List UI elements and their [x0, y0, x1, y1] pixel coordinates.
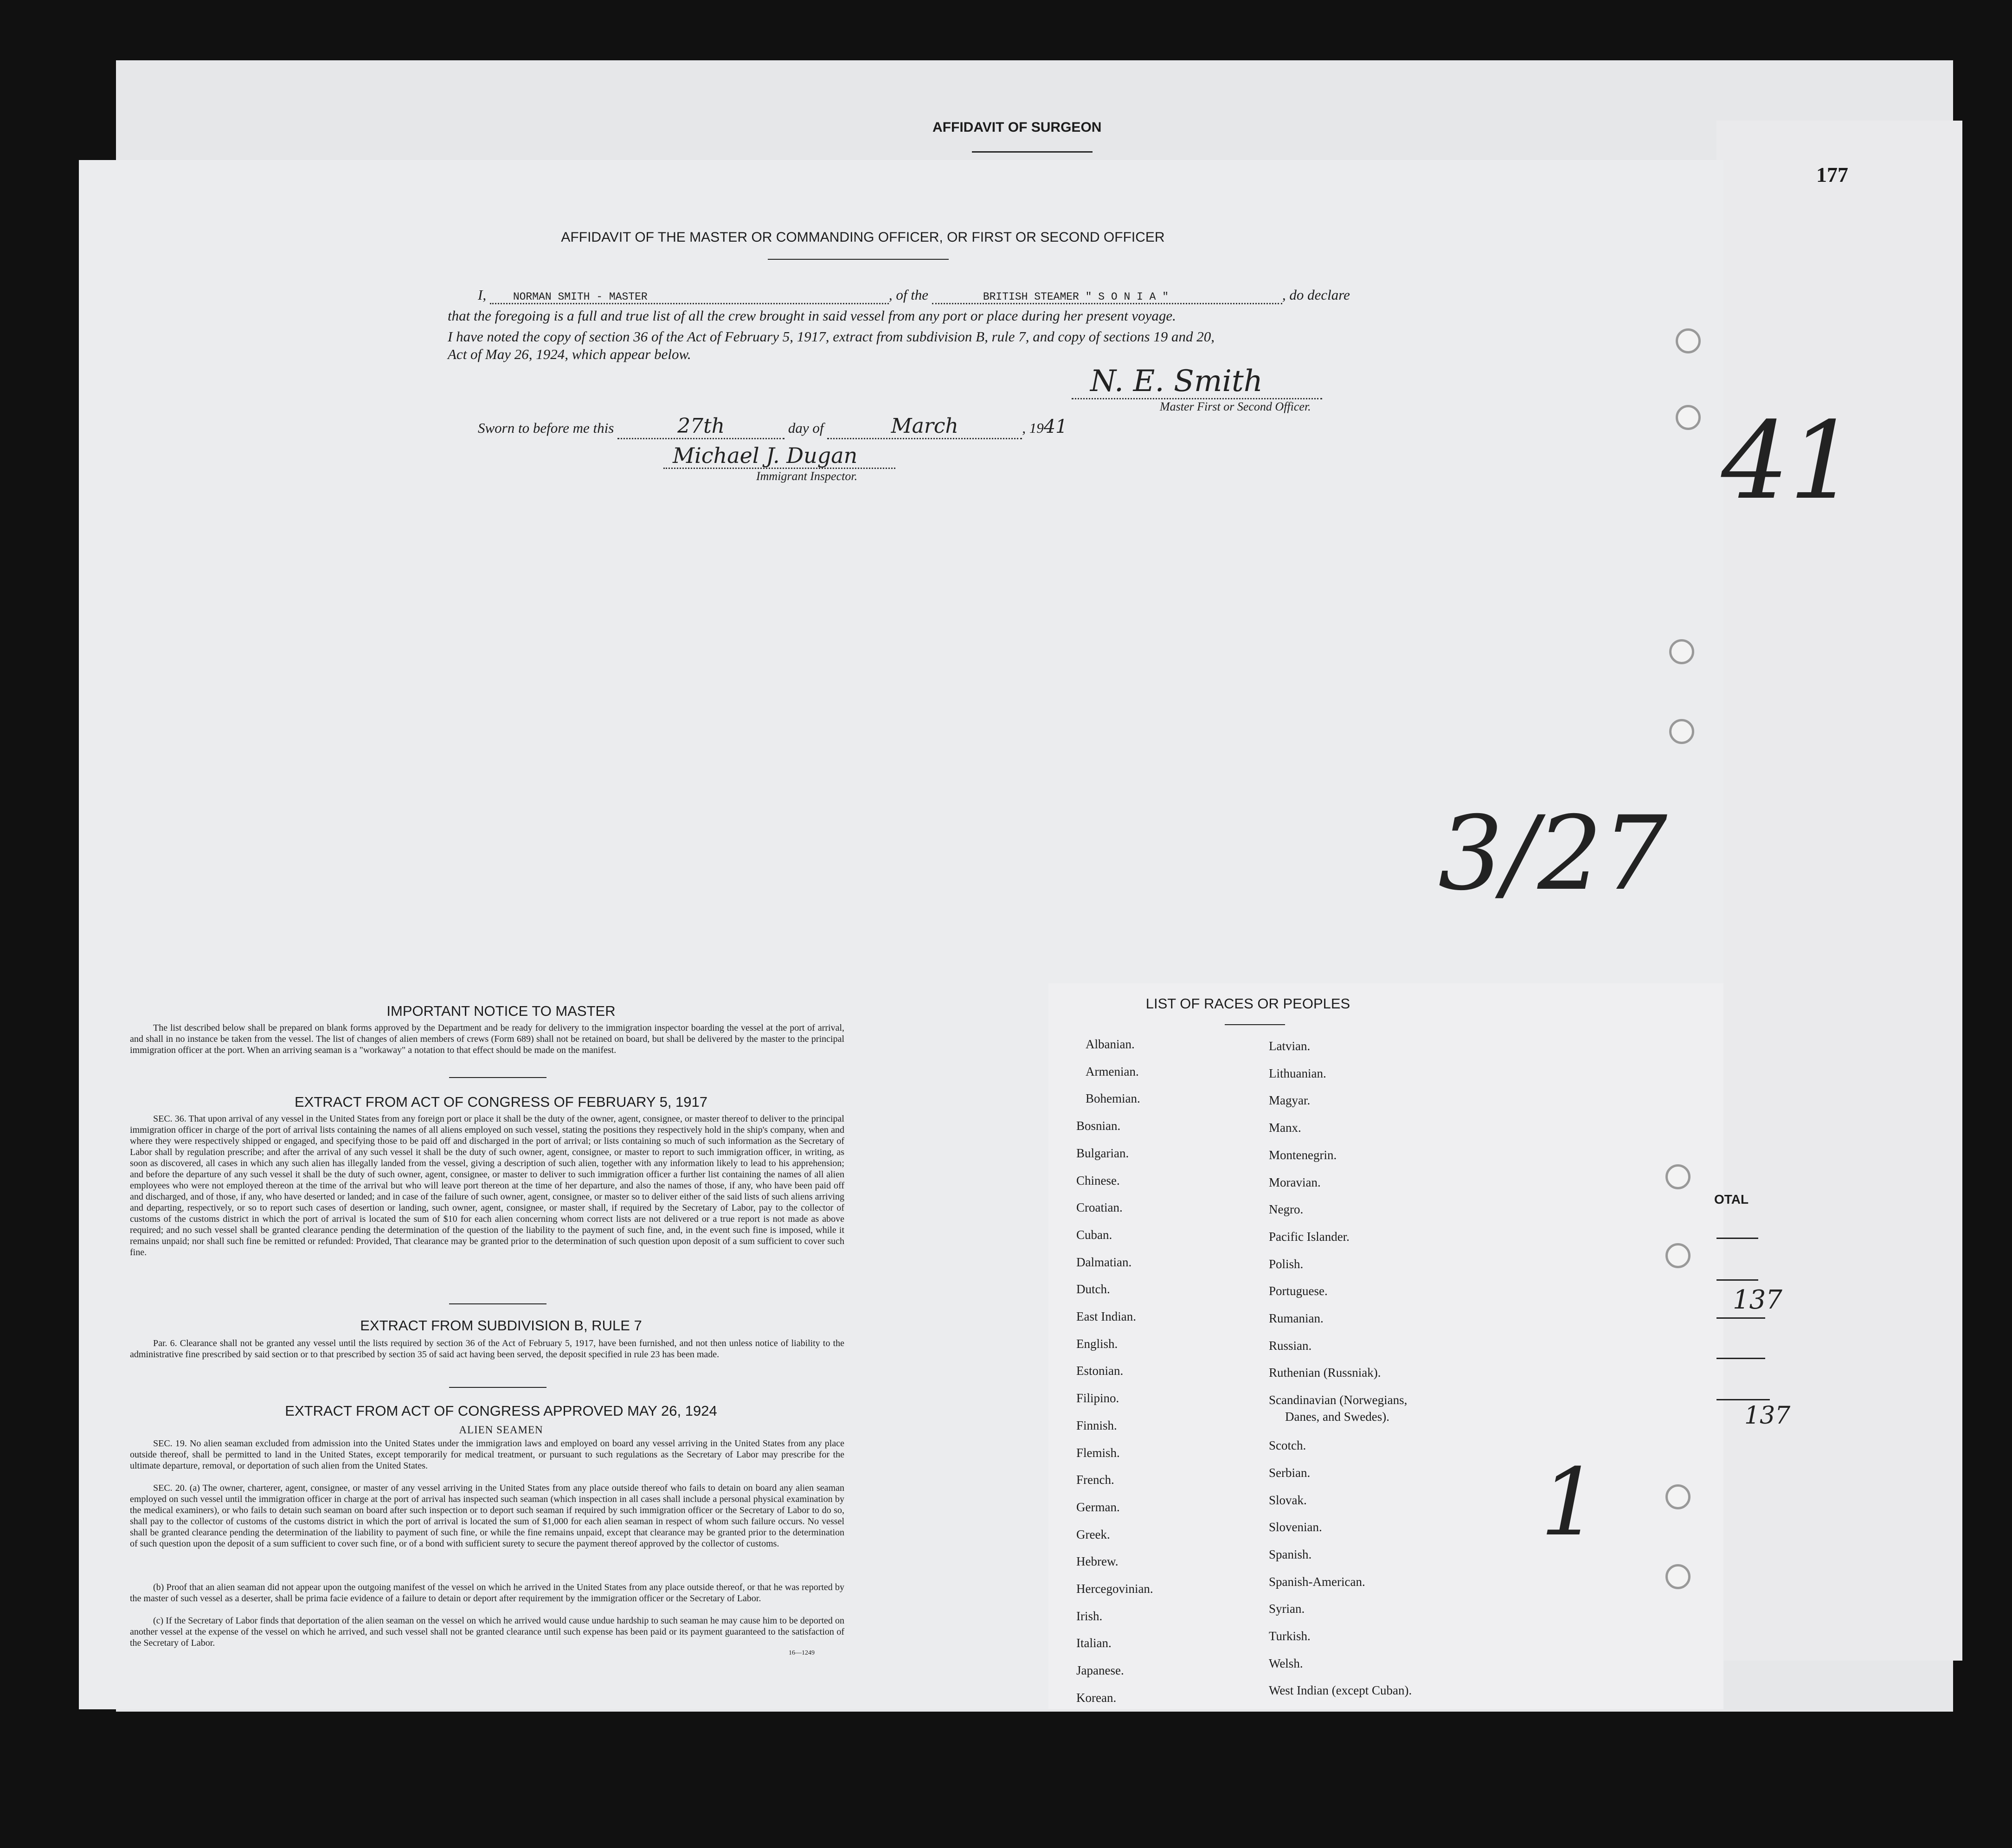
binder-hole — [1676, 405, 1701, 430]
race-item: German. — [1076, 1500, 1120, 1514]
race-item: Dutch. — [1076, 1282, 1110, 1296]
master-name: NORMAN SMITH - MASTER — [490, 291, 889, 304]
notice-title: IMPORTANT NOTICE TO MASTER — [386, 1003, 616, 1019]
inspector-caption: Immigrant Inspector. — [756, 469, 858, 483]
race-item: Turkish. — [1269, 1629, 1311, 1643]
extract-1917-title: EXTRACT FROM ACT OF CONGRESS OF FEBRUARY 5, 1917 — [294, 1094, 708, 1110]
race-item: Scandinavian (Norwegians, — [1269, 1393, 1408, 1407]
sec20b-body: (b) Proof that an alien seaman did not appear upon the outgoing manifest of the vessel on which he arrived in the United States from any place outside thereof, or that he was reported by the master of such vessel as a deserter, shall be prima facie evidence of a failure to detain or deport after requirement by the immigration officer or the Secretary of Labor. — [130, 1582, 844, 1604]
race-item: Syrian. — [1269, 1602, 1305, 1616]
race-item: Croatian. — [1076, 1200, 1123, 1215]
race-item: Montenegrin. — [1269, 1148, 1337, 1162]
total-rule — [1716, 1238, 1758, 1239]
race-item: Manx. — [1269, 1121, 1301, 1135]
extract-1924-subtitle: ALIEN SEAMEN — [459, 1424, 543, 1436]
binder-hole — [1669, 639, 1694, 664]
sec19-body: SEC. 19. No alien seaman excluded from admission into the United States under the immigration laws and employed on board any vessel arriving in the United States from any place outside thereof, shall be permitted to land in the United States, except temporarily for medical treatment, or pursuant to such regulations as the Secretary of Labor may prescribe for the ultimate departure, removal, or deportation of such alien from the United States. — [130, 1438, 844, 1471]
affidavit-line3: I have noted the copy of section 36 of the Act of February 5, 1917, extract from subdivision B, rule 7, and copy of sections 19 and 20, — [448, 328, 1215, 345]
race-item: French. — [1076, 1473, 1114, 1487]
race-item: Hercegovinian. — [1076, 1582, 1153, 1596]
race-item: Ruthenian (Russniak). — [1269, 1366, 1381, 1380]
binder-hole — [1676, 328, 1701, 353]
race-item: Magyar. — [1269, 1093, 1311, 1108]
extract-1917-body: SEC. 36. That upon arrival of any vessel in the United States from any foreign port or place it shall be the duty of the owner, agent, consignee, or master thereof to deliver to the principal immigration officer in charge of the port of arrival lists containing the names of all aliens employed on such vessel, stating the positions they respectively hold in the ship's company, when and where they were respectively shipped or engaged, and specifying those to be paid off and discharged in the port of arrival; or lists containing so much of such information as the Secretary of Labor shall by regulation prescribe; and after the arrival of any such vessel it shall be the duty of such owner, agent, consignee, or master to report to such immigration officer, in writing, as soon as discovered, all cases in which any such alien has illegally landed from the vessel, giving a description of such alien, together with any information likely to lead to his apprehension; and before the departure of any such vessel it shall be the duty of such owner, agent, consignee, or master to deliver to such immigration officer a further list containing the names of all alien employees who were not employed thereon at the time of the arrival but who will leave port thereon at the time of her departure, and also the names of those, if any, who have been paid off and discharged, and of those, if any, who have deserted or landed; and in case of the failure of such owner, agent, consignee, or master so to deliver either of the said lists of such aliens arriving and departing, respectively, or so to report such cases of desertion or landing, such owner, agent, consignee, or master shall, if required by the Secretary of Labor, pay to the collector of customs of the customs district in which the port of arrival is located the sum of $10 for each alien concerning whom correct lists are not delivered or a true report is not made as above required; and no such vessel shall be granted clearance pending the determination of the question of the liability to the payment of such fine, and, in the event such fine is imposed, while it remains unpaid; nor shall such fine be remitted or refunded: Provided, That clearance may be granted prior to the determination of such question upon deposit of a sum sufficient to cover such fine. — [130, 1114, 844, 1258]
binder-hole — [1665, 1164, 1691, 1189]
extract-1917-rule — [449, 1303, 546, 1304]
affidavit-line2: that the foregoing is a full and true list of all the crew brought in said vessel from any port or place during her present voyage. — [448, 308, 1176, 324]
affidavit-title-rule — [768, 259, 949, 260]
race-item: Filipino. — [1076, 1391, 1119, 1405]
race-item: Cuban. — [1076, 1227, 1112, 1242]
total-rule — [1716, 1279, 1758, 1281]
handwritten-tally: 41 — [1721, 399, 1857, 523]
race-item: East Indian. — [1076, 1309, 1136, 1323]
race-item: Armenian. — [1086, 1064, 1139, 1078]
sworn-prefix: Sworn to before me this — [478, 420, 614, 436]
race-item: English. — [1076, 1336, 1118, 1351]
races-rule — [1225, 1024, 1285, 1025]
total-rule — [1716, 1358, 1765, 1359]
total-value-2: 137 — [1744, 1402, 1791, 1430]
race-item: Spanish. — [1269, 1547, 1312, 1561]
notice-rule — [449, 1077, 546, 1078]
races-panel — [1048, 983, 1723, 1709]
race-item: Bosnian. — [1076, 1119, 1121, 1133]
race-item: Slovenian. — [1269, 1520, 1322, 1534]
rule7-rule — [449, 1387, 546, 1388]
race-item: Spanish-American. — [1269, 1574, 1365, 1589]
race-item: Albanian. — [1086, 1037, 1135, 1051]
handwritten-mark: 1 — [1540, 1449, 1600, 1557]
do-declare-label: , do declare — [1282, 287, 1350, 303]
day-of-label: day of — [788, 420, 824, 436]
race-item: Flemish. — [1076, 1445, 1120, 1460]
right-sheet — [1716, 121, 1962, 1661]
race-item: Russian. — [1269, 1338, 1312, 1353]
name-prefix: I, — [478, 287, 487, 303]
race-item: Slovak. — [1269, 1493, 1307, 1507]
race-item: Irish. — [1076, 1609, 1103, 1623]
rule7-body: Par. 6. Clearance shall not be granted any vessel until the lists required by section 36 of the Act of February 5, 1917, have been furnished, and not then unless notice of liability to the administrative fine prescribed by said section or to that prescribed by section 35 of said act having been served, the deposit specified in rule 23 has been made. — [130, 1338, 844, 1360]
binder-hole — [1665, 1484, 1691, 1509]
extract-1924-title: EXTRACT FROM ACT OF CONGRESS APPROVED MAY 26, 1924 — [285, 1403, 717, 1419]
race-item: Italian. — [1076, 1636, 1112, 1650]
rule7-title: EXTRACT FROM SUBDIVISION B, RULE 7 — [360, 1317, 642, 1334]
race-item: Japanese. — [1076, 1663, 1124, 1678]
sec20c-body: (c) If the Secretary of Labor finds that deportation of the alien seaman on the vessel on which he arrived would cause undue hardship to such seaman he may cause him to be deported on another vessel at the expense of the vessel on which he arrived, and such vessel shall not be granted clearance until such expense has been paid or its payment guaranteed to the satisfaction of the Secretary of Labor. — [130, 1616, 844, 1648]
binder-hole — [1665, 1564, 1691, 1589]
sworn-year: 41 — [1043, 416, 1067, 437]
race-item: Portuguese. — [1269, 1284, 1328, 1298]
race-item: Hebrew. — [1076, 1554, 1118, 1569]
race-item: Negro. — [1269, 1202, 1304, 1217]
race-item: Korean. — [1076, 1690, 1117, 1705]
total-label: OTAL — [1714, 1192, 1749, 1206]
affidavit-title: AFFIDAVIT OF THE MASTER OR COMMANDING OFFICER, OR FIRST OR SECOND OFFICER — [561, 230, 1165, 245]
master-signature: N. E. Smith — [1090, 364, 1263, 398]
race-item: Polish. — [1269, 1257, 1304, 1271]
year-prefix: , 19 — [1022, 420, 1044, 436]
race-item: Rumanian. — [1269, 1311, 1324, 1325]
page-number: 177 — [1816, 163, 1848, 186]
vessel-name: BRITISH STEAMER " S O N I A " — [932, 291, 1282, 304]
race-item: Welsh. — [1269, 1656, 1303, 1670]
race-item: Lithuanian. — [1269, 1066, 1326, 1080]
inspector-signature: Michael J. Dugan — [673, 443, 858, 468]
back-title-rule — [972, 151, 1093, 153]
race-item: Moravian. — [1269, 1175, 1321, 1189]
sworn-day: 27th — [617, 414, 784, 439]
handwritten-date: 3/27 — [1438, 794, 1668, 913]
notice-body: The list described below shall be prepared on blank forms approved by the Department and be ready for delivery to the immigration inspector boarding the vessel at the port of arrival, and shall in no instance be taken from the vessel. The list of changes of alien members of crews (Form 689) shall not be retained on board, but shall be delivered by the master to the principal immigration officer at the port. When an arriving seaman is a "workaway" a notation to that effect should be made on the manifest. — [130, 1023, 844, 1055]
inspector-line — [663, 468, 895, 469]
race-item: Greek. — [1076, 1527, 1110, 1541]
race-item: Chinese. — [1076, 1173, 1120, 1187]
race-item: Bohemian. — [1086, 1091, 1140, 1106]
sworn-month: March — [827, 414, 1022, 439]
race-item: Bulgarian. — [1076, 1146, 1129, 1160]
back-sheet-title: AFFIDAVIT OF SURGEON — [932, 120, 1102, 135]
form-number: 16—1249 — [789, 1649, 815, 1656]
signature-line — [1072, 398, 1322, 399]
of-the-label: , of the — [888, 287, 929, 303]
total-rule — [1716, 1399, 1770, 1400]
total-value-1: 137 — [1733, 1285, 1782, 1315]
affidavit-line1 — [478, 287, 1350, 304]
race-item: Danes, and Swedes). — [1285, 1410, 1389, 1424]
race-item: Finnish. — [1076, 1418, 1117, 1432]
race-item: Scotch. — [1269, 1438, 1306, 1453]
sworn-line — [478, 414, 1067, 439]
affidavit-line4: Act of May 26, 1924, which appear below. — [448, 346, 691, 362]
signature-caption: Master First or Second Officer. — [1160, 400, 1311, 413]
sec20a-body: SEC. 20. (a) The owner, charterer, agent, consignee, or master of any vessel arriving in the United States from any place outside thereof who fails to detain on board any alien seaman employed on such vessel until the immigration officer in charge at the port of arrival has inspected such seaman (which inspection in all cases shall include a personal physical examination by the medical examiners), or who fails to detain such seaman on board after such inspection or to deport such seaman if required by such immigration officer or the Secretary of Labor to do so, shall pay to the collector of customs of the customs district in which the port of arrival is located the sum of $1,000 for each alien seaman in respect of whom such failure occurs. No vessel shall be granted clearance pending the determination of the liability to payment of such fine, or while the fine remains unpaid, except that clearance may be granted prior to the determination of such question upon the deposit of a sum sufficient to cover such fine, or of a bond with sufficient surety to secure the payment thereof approved by the collector of customs. — [130, 1483, 844, 1549]
total-rule — [1716, 1317, 1765, 1319]
race-item: West Indian (except Cuban). — [1269, 1683, 1412, 1698]
race-item: Pacific Islander. — [1269, 1229, 1350, 1244]
race-item: Serbian. — [1269, 1465, 1311, 1480]
binder-hole — [1665, 1243, 1691, 1268]
races-title: LIST OF RACES OR PEOPLES — [1145, 995, 1350, 1012]
race-item: Estonian. — [1076, 1364, 1124, 1378]
binder-hole — [1669, 719, 1694, 744]
race-item: Latvian. — [1269, 1039, 1311, 1053]
race-item: Dalmatian. — [1076, 1255, 1132, 1269]
